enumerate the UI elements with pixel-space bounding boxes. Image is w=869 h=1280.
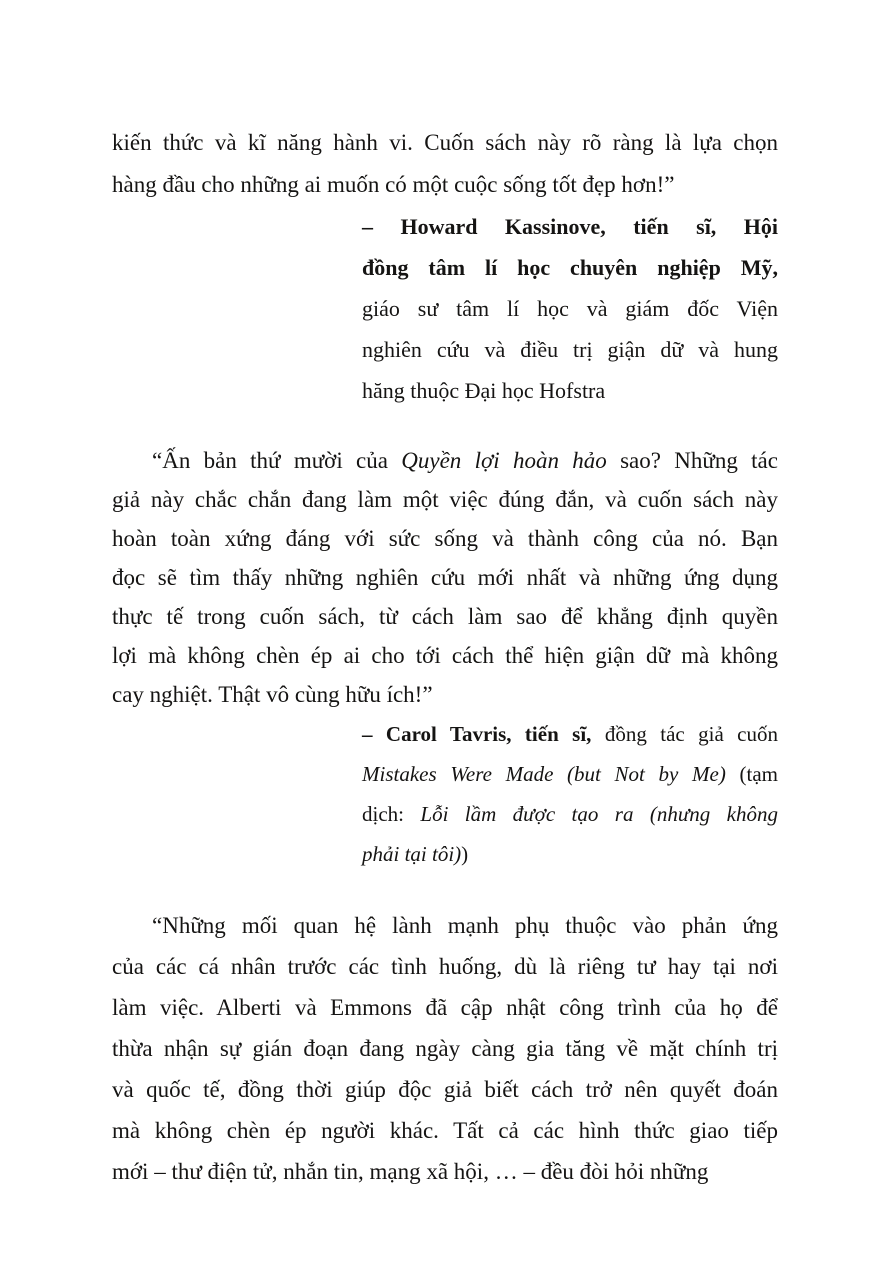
text-segment: dịch: bbox=[362, 802, 421, 826]
text-segment: ) bbox=[461, 842, 469, 866]
text-segment: hàng đầu cho những ai muốn có một cuộc sống tốt đẹp hơn!” bbox=[112, 172, 675, 197]
text-line bbox=[362, 329, 778, 370]
text-line bbox=[112, 1028, 778, 1069]
text-segment: – Carol Tavris, tiến sĩ, bbox=[362, 722, 592, 746]
attribution-block bbox=[362, 206, 778, 411]
text-line bbox=[362, 247, 778, 288]
text-segment: giả này chắc chắn đang làm một việc đúng đắn, và cuốn sách này bbox=[112, 487, 778, 512]
text-line bbox=[112, 1110, 778, 1151]
text-segment: lợi mà không chèn ép ai cho tới cách thể hiện giận dữ mà không bbox=[112, 643, 778, 668]
text-segment: Quyền lợi hoàn hảo bbox=[401, 448, 607, 473]
text-segment: phải tại tôi) bbox=[362, 842, 462, 866]
text-line bbox=[362, 206, 778, 247]
text-line bbox=[112, 441, 778, 480]
text-segment: giáo sư tâm lí học và giám đốc Viện bbox=[362, 296, 778, 321]
text-line bbox=[112, 636, 778, 675]
text-segment: (tạm bbox=[725, 762, 779, 786]
text-line bbox=[112, 1151, 778, 1192]
text-segment: và quốc tế, đồng thời giúp độc giả biết cách trở nên quyết đoán bbox=[112, 1077, 778, 1102]
body-paragraph bbox=[112, 441, 778, 714]
text-line bbox=[112, 480, 778, 519]
text-segment: đọc sẽ tìm thấy những nghiên cứu mới nhất và những ứng dụng bbox=[112, 565, 778, 590]
text-segment: thừa nhận sự gián đoạn đang ngày càng gia tăng về mặt chính trị bbox=[112, 1036, 778, 1061]
text-line bbox=[112, 519, 778, 558]
body-paragraph bbox=[112, 905, 778, 1192]
text-segment: “Ấn bản thứ mười của bbox=[152, 448, 402, 473]
page-text-column bbox=[112, 122, 778, 1192]
text-line bbox=[112, 164, 778, 206]
text-segment: thực tế trong cuốn sách, từ cách làm sao để khẳng định quyền bbox=[112, 604, 778, 629]
text-segment: đồng tâm lí học chuyên nghiệp Mỹ, bbox=[362, 255, 778, 280]
text-segment: của các cá nhân trước các tình huống, dù là riêng tư hay tại nơi bbox=[112, 954, 778, 979]
text-line bbox=[112, 558, 778, 597]
text-line bbox=[362, 370, 778, 411]
text-segment: nghiên cứu và điều trị giận dữ và hung bbox=[362, 337, 778, 362]
text-line bbox=[112, 987, 778, 1028]
text-line bbox=[362, 834, 778, 874]
text-segment: mà không chèn ép người khác. Tất cả các hình thức giao tiếp bbox=[112, 1118, 778, 1143]
text-segment: Mistakes Were Made (but Not by Me) bbox=[362, 762, 726, 786]
text-segment: Lỗi lầm được tạo ra (nhưng không bbox=[420, 802, 778, 826]
text-line bbox=[112, 946, 778, 987]
text-segment: mới – thư điện tử, nhắn tin, mạng xã hội, … – đều đòi hỏi những bbox=[112, 1159, 709, 1184]
text-segment: sao? Những tác bbox=[606, 448, 778, 473]
text-segment: – Howard Kassinove, tiến sĩ, Hội bbox=[362, 214, 778, 239]
text-line bbox=[112, 122, 778, 164]
text-line bbox=[112, 597, 778, 636]
text-line bbox=[112, 905, 778, 946]
text-segment: đồng tác giả cuốn bbox=[591, 722, 778, 746]
text-segment: hoàn toàn xứng đáng với sức sống và thành công của nó. Bạn bbox=[112, 526, 778, 551]
text-line bbox=[112, 675, 778, 714]
text-line bbox=[112, 1069, 778, 1110]
text-segment: “Những mối quan hệ lành mạnh phụ thuộc vào phản ứng bbox=[152, 913, 778, 938]
text-line bbox=[362, 754, 778, 794]
text-line bbox=[362, 288, 778, 329]
text-segment: hăng thuộc Đại học Hofstra bbox=[362, 378, 606, 403]
text-line bbox=[362, 714, 778, 754]
attribution-block bbox=[362, 714, 778, 874]
text-segment: cay nghiệt. Thật vô cùng hữu ích!” bbox=[112, 682, 433, 707]
text-line bbox=[362, 794, 778, 834]
text-segment: làm việc. Alberti và Emmons đã cập nhật công trình của họ để bbox=[112, 995, 778, 1020]
text-segment: kiến thức và kĩ năng hành vi. Cuốn sách này rõ ràng là lựa chọn bbox=[112, 130, 778, 155]
body-paragraph bbox=[112, 122, 778, 206]
